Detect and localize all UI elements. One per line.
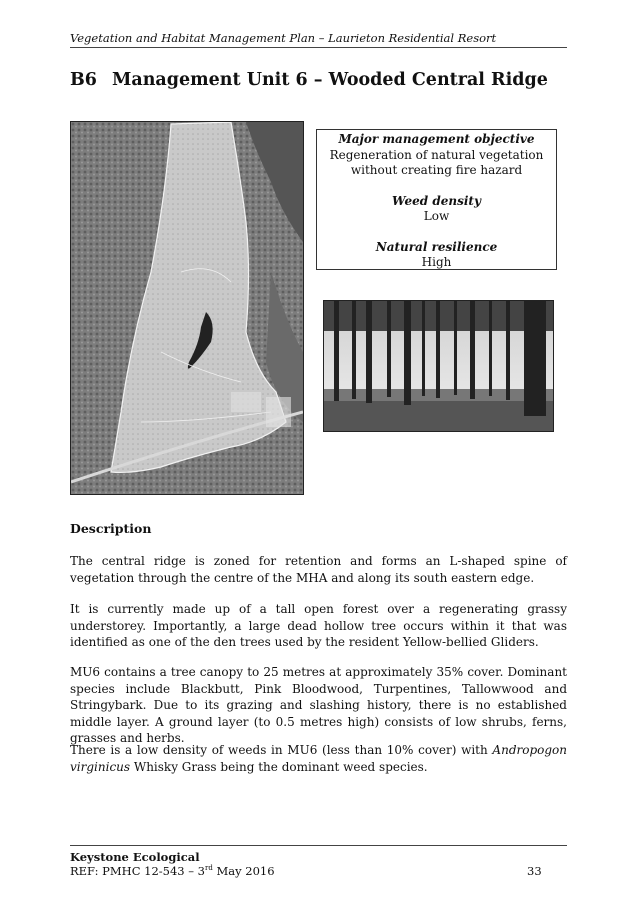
description-paragraph-1: The central ridge is zoned for retention and forms an L-shaped spine of vegetation through the centre of the MHA and along its south eastern edge. <box>70 554 567 585</box>
section-number: B6 <box>70 70 97 90</box>
objective-label: Major management objective <box>338 132 535 146</box>
objective-line-1: Regeneration of natural vegetation <box>329 147 544 162</box>
p4-text-end: Whisky Grass being the dominant weed species. <box>130 759 428 774</box>
page-number: 33 <box>527 864 542 878</box>
forest-photo-graphic <box>324 301 553 431</box>
forest-photo <box>323 300 554 432</box>
aerial-map-image <box>70 121 304 495</box>
footer-reference <box>70 864 275 878</box>
section-title <box>70 70 548 90</box>
description-paragraph-2: It is currently made up of a tall open forest over a regenerating grassy understorey. Importantly, a large dead hollow tree occurs within it that was identified as one of the den trees used by the resident Yellow-bellied Gliders. <box>70 602 567 649</box>
section-title-text: Management Unit 6 – Wooded Central Ridge <box>112 70 548 90</box>
running-header: Vegetation and Habitat Management Plan – Laurieton Residential Resort <box>70 31 567 48</box>
objective-line-2: without creating fire hazard <box>350 163 523 177</box>
footer-organisation: Keystone Ecological <box>70 850 200 864</box>
footer-ref-start: REF: PMHC 12-543 – 3 <box>70 864 205 878</box>
aerial-map-graphic <box>71 122 303 494</box>
p4-text-start: There is a low density of weeds in MU6 (less than 10% cover) with <box>70 743 493 757</box>
footer-ref-sup: rd <box>205 864 213 873</box>
weed-density-value: Low <box>423 209 450 223</box>
objectives-box <box>316 129 557 270</box>
description-paragraph-4 <box>70 742 567 775</box>
footer-divider <box>70 845 567 846</box>
natural-resilience-label: Natural resilience <box>375 239 498 254</box>
footer-ref-end: May 2016 <box>212 864 275 878</box>
p4-species-name: Andropogon virginicus <box>70 743 567 774</box>
description-paragraph-3: MU6 contains a tree canopy to 25 metres at approximately 35% cover. Dominant species include Blackbutt, Pink Bloodwood, Turpentines, Tallowwood and Stringybark. Due to its grazing and slashing history, there is no established middle layer. A ground layer (to 0.5 metres high) consists of low shrubs, ferns, grasses and herbs. <box>70 665 567 745</box>
description-heading: Description <box>70 521 152 536</box>
weed-density-label: Weed density <box>392 193 481 208</box>
natural-resilience-value: High <box>421 255 452 269</box>
